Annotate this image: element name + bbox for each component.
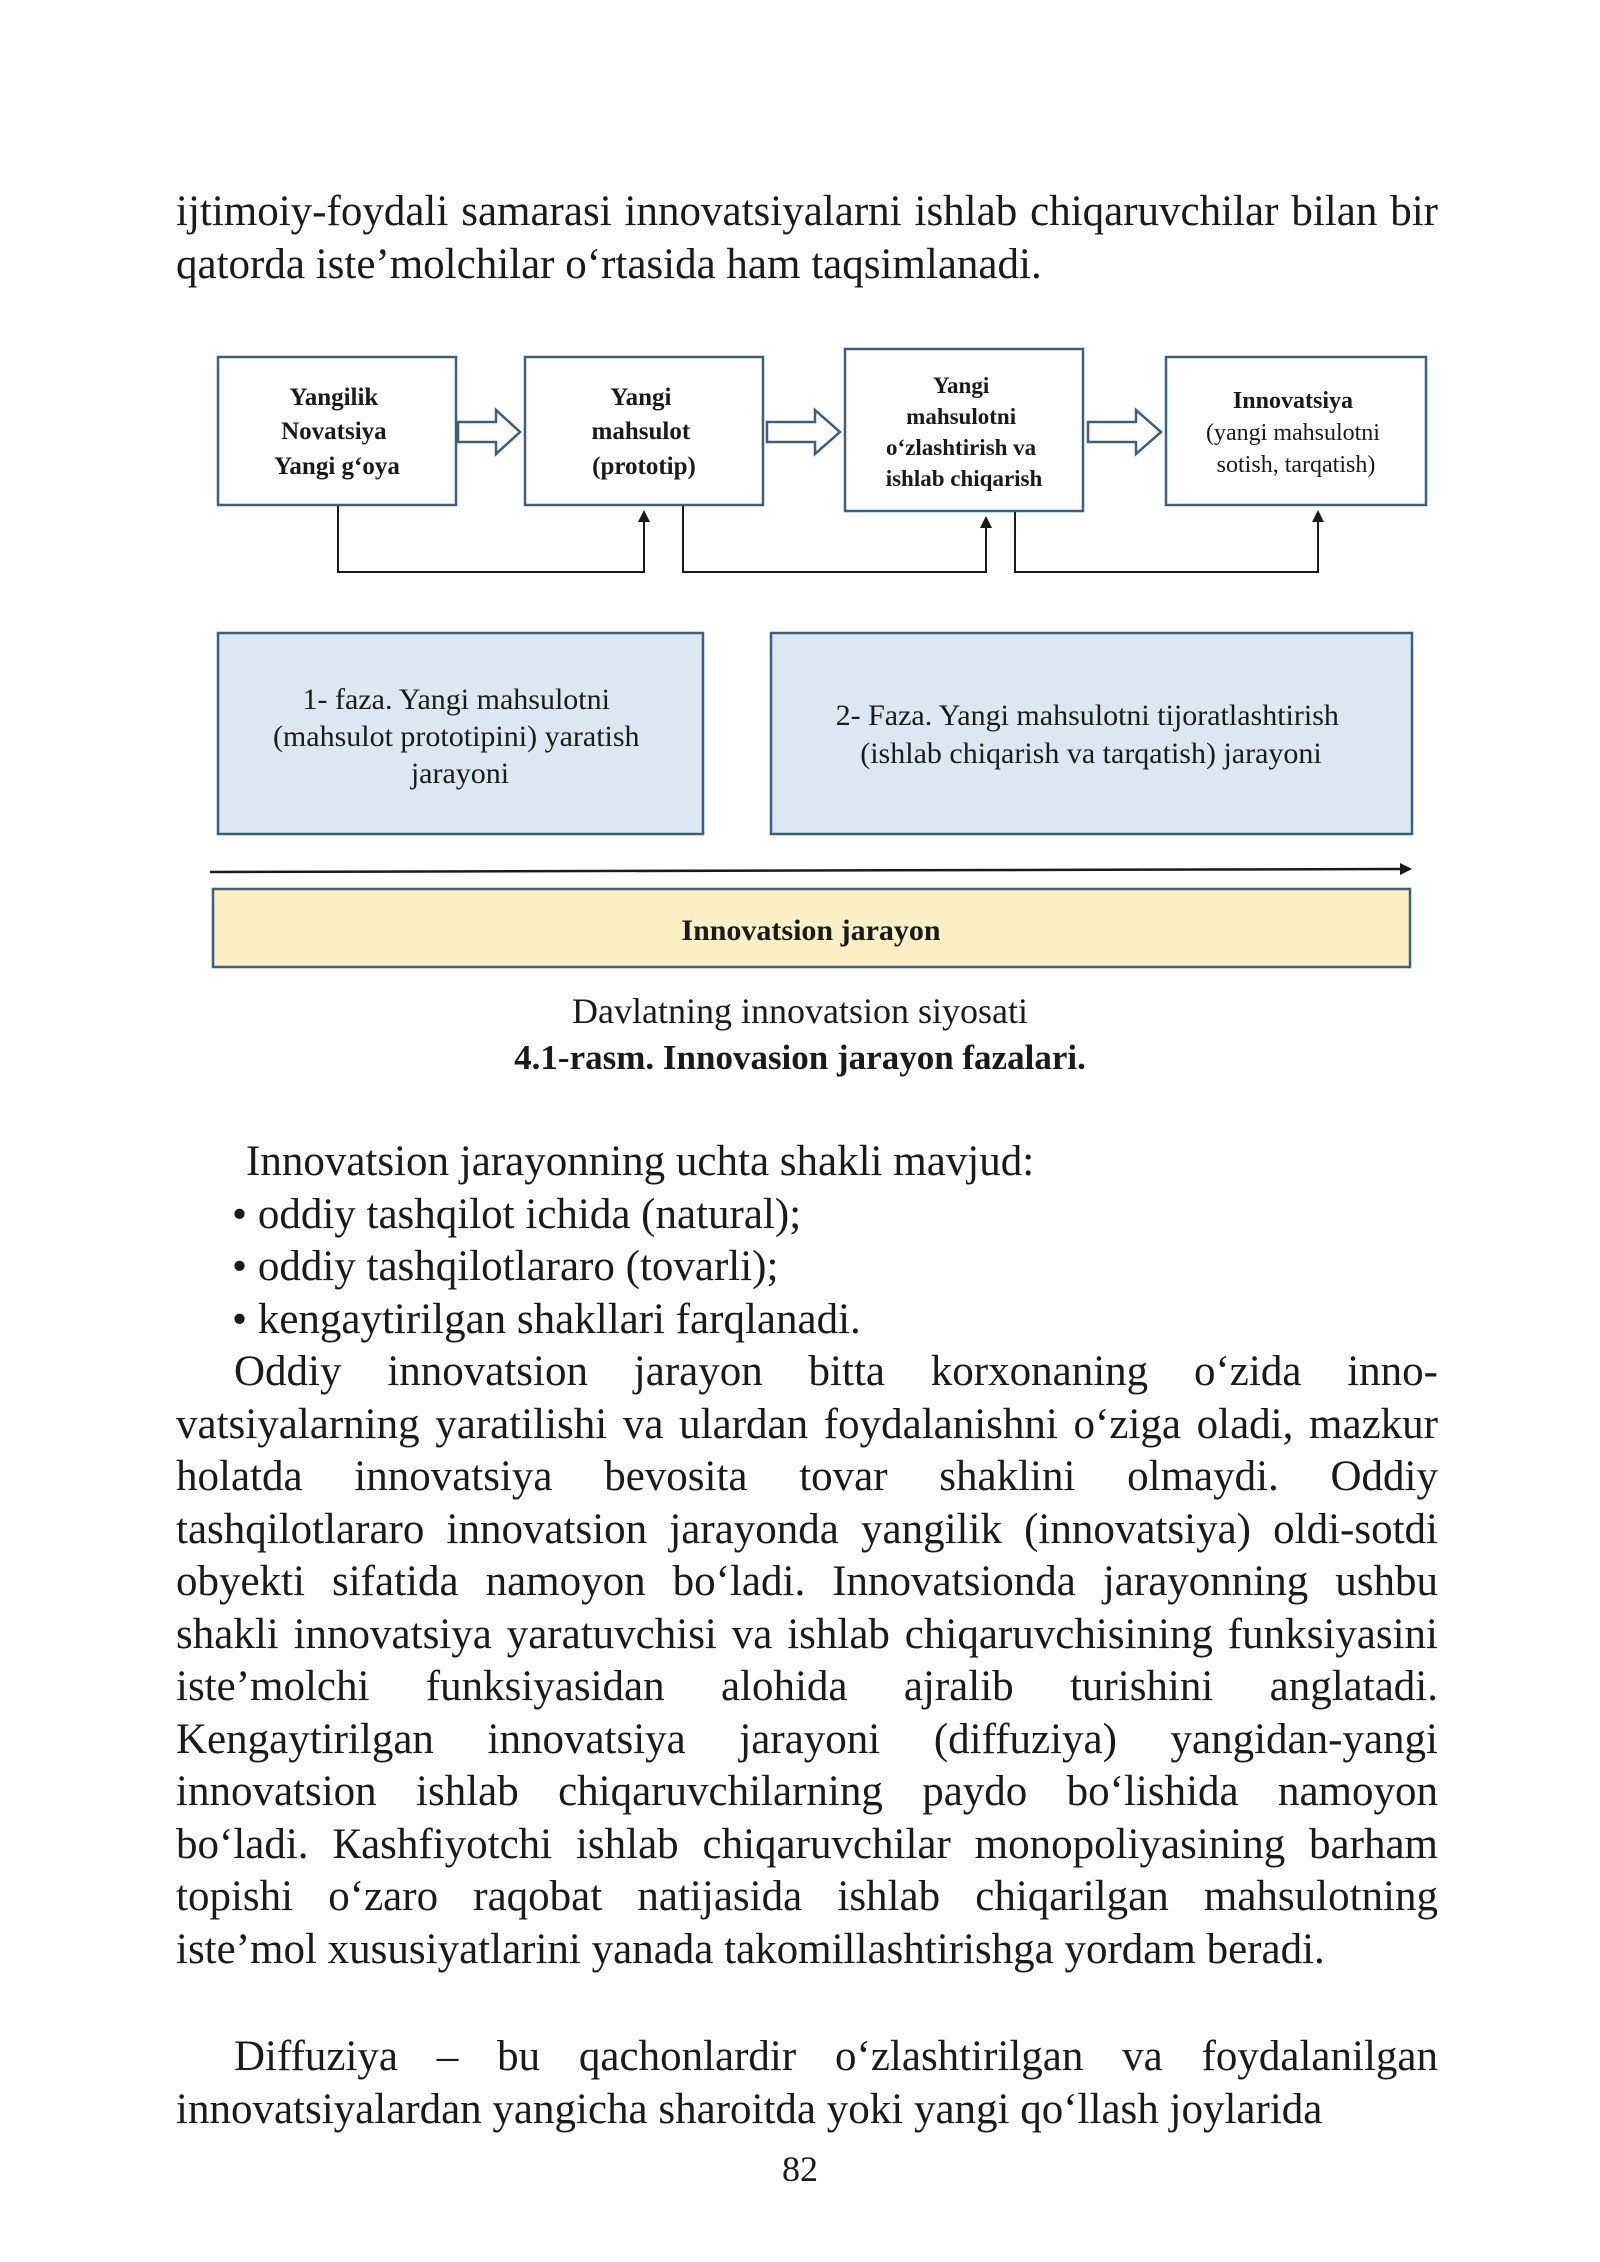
list-intro: Innovatsion jarayonning uchta shakli mavjud: [246,1138,1035,1185]
phase1-text: 1- faza. Yangi mahsulotni (mahsulot prototipini) yaratish jarayoni [272,683,640,790]
phase2-box [771,633,1412,834]
block-arrow-2 [767,410,840,454]
box-new-product-text: Yangi mahsulot (prototip) [591,384,696,480]
box-production-text: Yangi mahsulotni o‘zlashtirish va ishlab chiqarish [885,373,1043,491]
list-item: • oddiy tashqilotlararo (tovarli); [176,1241,1438,1294]
innovation-process-diagram [0,0,1600,990]
timeline-arrow [210,869,1410,872]
page-number: 82 [782,2149,818,2189]
box-innovation-text: Innovatsiya (yangi mahsulotni sotish, tarqatish) [1206,388,1380,478]
caption-subtitle: Davlatning innovatsion siyosati [572,991,1028,1031]
body-paragraph-1: Oddiy innovatsion jarayon bitta korxonaning o‘zida innovatsiyalarning yaratilishi va ulardan foydalanishni o‘ziga oladi, mazkur holatda innovatsiya bevosita tovar shaklini olmaydi. Oddiy tashqilotlararo innovatsion jarayonda yangilik (innovatsiya) oldi-sotdi obyekti sifatida namoyon bo‘ladi. Innovatsionda jarayonning ushbu shakli innovatsiya yaratuvchisi va ishlab chiqaruvchisining funksiyasini iste’molchi funksiyasidan alohida ajralib turishini anglatadi. Kengaytirilgan innovatsiya jarayoni (diffuziya) yangidan-yangi innovatsion ishlab chiqaruvchilarning paydo bo‘lishida namoyon bo‘ladi. Кashfiyotchi ishlab chiqaruvchilar monopoliyasining barham topishi o‘zaro raqobat natijasida ishlab chiqarilgan mahsulotning iste’mol xususiyatlarini yanada takomillashtirishga yordam beradi. [176,1348,1438,1973]
forms-list [176,1136,1438,1346]
list-item: • oddiy tashqilot ichida (natural); [176,1189,1438,1242]
body-paragraph-2: Diffuziya – bu qachonlardir o‘zlashtirilgan va foydalanilgan innovatsiyalardan yangicha sharoitda yoki yangi qo‘llash joylarida [176,2033,1438,2133]
phase2-text: 2- Faza. Yangi mahsulotni tijoratlashtirish (ishlab chiqarish va tarqatish) jarayoni [835,699,1339,770]
list-item: • kengaytirilgan shakllari farqlanadi. [176,1294,1438,1347]
block-arrow-1 [458,410,520,454]
box-novelty-text: Yangilik Novatsiya Yangi g‘oya [274,384,400,480]
feedback-connectors [338,506,1318,572]
top-paragraph: ijtimoiy-foydali samarasi innovatsiyalarni ishlab chiqaruvchilar bilan bir qatorda iste’molchilar o‘rtasida ham taqsimlanadi. [176,188,1438,288]
process-label: Innovatsion jarayon [681,914,941,947]
block-arrow-3 [1088,410,1161,454]
figure-caption: 4.1-rasm. Innovasion jarayon fazalari. [514,1038,1086,1077]
